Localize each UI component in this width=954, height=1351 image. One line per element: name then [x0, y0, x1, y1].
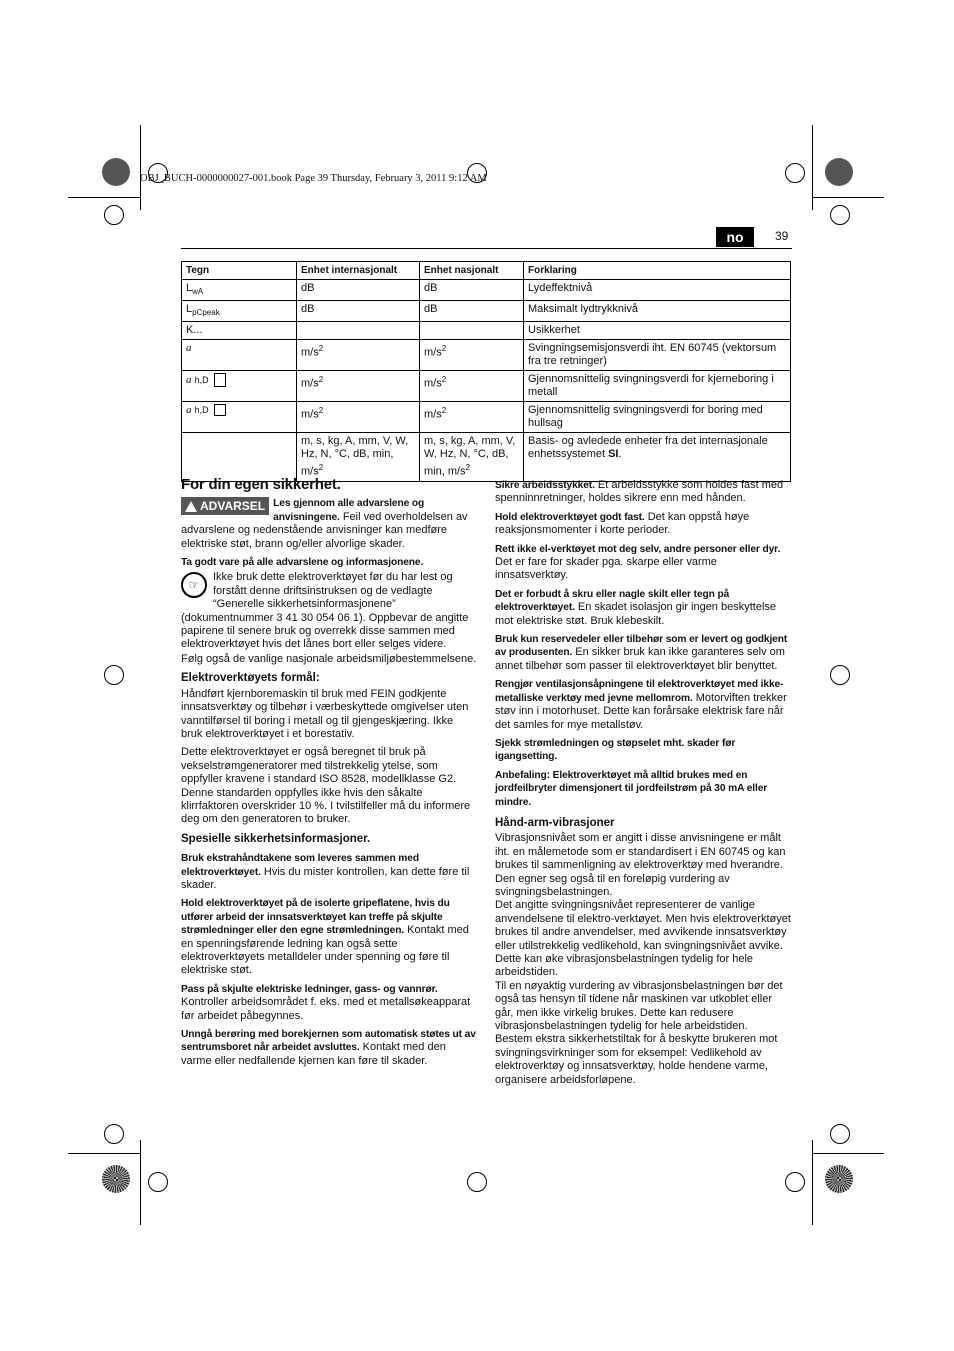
paragraph: Hold elektroverktøyet godt fast. Det kan oppstå høye reaksjonsmomenter i korte perioder. — [495, 510, 750, 537]
table-header: Enhet nasjonalt — [420, 262, 524, 280]
table-header: Enhet internasjonalt — [297, 262, 420, 280]
subheading: Hånd-arm-vibrasjoner — [495, 816, 615, 829]
crosshair-icon — [830, 1124, 850, 1144]
table-header-row — [182, 262, 791, 280]
keep-instructions: Ta godt vare på alle advarslene og informasjonene. — [181, 557, 424, 569]
paragraph: Vibrasjonsnivået som er angitt i disse anvisningene er målt iht. en målemetode som er standardisert i EN 60745 og kan brukes til sammenligning av elektroverktøy med hverandre. Den egner seg også til en foreløpig vurdering av svingningsbelastningen. — [495, 832, 786, 898]
crosshair-icon — [148, 1172, 168, 1192]
paragraph: Håndført kjernboremaskin til bruk med FEIN godkjente innsatsverktøy og tilbehør i værbeskyttede omgivelser uten vanntilførsel til boring i metall og til gjengeskjæring. Ikke bruk elektroverktøyet i et borestativ. — [181, 687, 469, 740]
table-header: Forklaring — [524, 262, 791, 280]
left-column — [181, 478, 477, 1073]
table-row: $L_{wA}$ dB dB Lydeffektnivå — [182, 280, 791, 301]
table-row: a h,D $m/s^2$ $m/s^2$ Gjennomsnittelig svingningsverdi for kjerneboring i metall — [182, 371, 791, 402]
registration-disc — [102, 158, 130, 186]
warning-paragraph: ADVARSEL Les gjennom alle advarslene og anvisningene. Feil ved overholdelsen av advarslene og nedenstående anvisninger kan medføre elektriske støt, brann og/eller alvorlige skader. — [181, 498, 468, 550]
paragraph: Sikre arbeidsstykket. Et arbeidsstykke som holdes fast med spenninnretninger, holdes sikrere enn med hånden. — [495, 479, 784, 505]
page-number: 39 — [775, 229, 789, 243]
crosshair-icon — [785, 163, 805, 183]
symbol-table — [181, 261, 791, 482]
table-row: a $m/s^2$ $m/s^2$ Svingningsemisjonsverdi iht. EN 60745 (vektorsum fra tre retninger) — [182, 340, 791, 371]
paragraph: Pass på skjulte elektriske ledninger, gass- og vannrør. Kontroller arbeidsområdet f. eks. med et metallsøkeapparat før arbeidet påbegynnes. — [181, 983, 471, 1022]
paragraph: Følg også de vanlige nasjonale arbeidsmiljøbestemmelsene. — [181, 652, 477, 665]
paragraph: Sjekk strømledningen og støpselet mht. skader før igangsetting. — [495, 737, 736, 763]
warning-badge: ADVARSEL — [181, 497, 269, 515]
table-row: K... Usikkerhet — [182, 322, 791, 340]
file-info-line: OBJ_BUCH-0000000027-001.book Page 39 Thursday, February 3, 2011 9:12 AM — [140, 173, 487, 184]
crosshair-icon — [104, 1124, 124, 1144]
paragraph: Rengjør ventilasjonsåpningene til elektroverktøyet med ikke-metalliske verktøy med jevne mellomrom. Motorviften trekker støv inn i motorhuset. Dette kan forårsake elektrisk fare når det samles for mye metallstøv. — [495, 679, 787, 731]
registration-disc — [825, 158, 853, 186]
core-drill-icon — [214, 373, 226, 387]
read-manual-paragraph: ☞ Ikke bruk dette elektroverktøyet før du har lest og forstått denne driftsinstruksen og de vedlagte “Generelle sikkerhetsinformasjonene” (dokumentnummer 3 41 30 054 06 1). Oppbevar de angitte papirene til senere bruk og overrekk disse sammen med elektroverktøyet hvis det lånes bort eller selges videre. — [181, 571, 469, 651]
subheading: Elektroverktøyets formål: — [181, 672, 320, 685]
paragraph: Bruk kun reservedeler eller tilbehør som er levert og godkjent av produsenten. En sikker bruk kan ikke garanteres selv om annet tilbehør som passer til elektroverktøyet blir benyttet. — [495, 634, 788, 672]
registration-disc — [102, 1165, 130, 1193]
table-row: m, s, kg, A, mm, V, W, Hz, N, °C, dB, min, $m/s^2$ m, s, kg, A, mm, V, W, Hz, N, °C, dB, min, $m/s^2$ Basis- og avledede enheter fra det internasjonale enhetssystemet SI. — [182, 433, 791, 482]
paragraph: Bestem ekstra sikkerhetstiltak for å beskytte brukeren mot svingningsvirkninger som for eksempel: Vedlikehold av elektroverktøy og innsatsverktøy, holde hendene varme, organisere arbeidsforløpene. — [495, 1033, 778, 1086]
subheading: Spesielle sikkerhetsinformasjoner. — [181, 832, 371, 845]
table-header: Tegn — [182, 262, 297, 280]
crosshair-icon — [467, 1172, 487, 1192]
paragraph: Det angitte svingningsnivået representerer de vanlige anvendelsene til elektro-verktøyet. Men hvis elektroverktøyet brukes til andre anvendelser, med avvikende innsatsverktøy eller utilstrekkelig vedlikehold, kan svingningsnivået avvike. Dette kan øke vibrasjonsbelastningen tydelig for hele arbeidstiden. — [495, 899, 791, 979]
table-row: a h,D $m/s^2$ $m/s^2$ Gjennomsnittelig svingningsverdi for boring med hullsag — [182, 402, 791, 433]
crosshair-icon — [785, 1172, 805, 1192]
paragraph: Bruk ekstrahåndtakene som leveres sammen med elektroverktøyet. Hvis du mister kontrollen, kan dette føre til skader. — [181, 853, 470, 891]
paragraph: Rett ikke el-verktøyet mot deg selv, andre personer eller dyr. Det er fare for skader pga. skarpe eller varme innsatsverktøy. — [495, 543, 781, 582]
crosshair-icon — [104, 205, 124, 225]
paragraph: Hold elektroverktøyet på de isolerte gripeflatene, hvis du utfører arbeid der innsatsverktøyet kan treffe på skjulte strømledninger eller den egne strømledningen. Kontakt med en spenningsførende ledning kan også sette elektroverktøyets metalldeler under spenning og føre til elektriske støt. — [181, 898, 469, 977]
read-manual-icon: ☞ — [181, 572, 207, 598]
paragraph: Til en nøyaktig vurdering av vibrasjonsbelastningen bør det også tas hensyn til tidene når maskinen var utkoblet eller går, men ikke virkelig brukes. Dette kan redusere vibrasjonsbelastningen tydelig for hele arbeidstiden. — [495, 979, 783, 1033]
paragraph: Det er forbudt å skru eller nagle skilt eller tegn på elektroverktøyet. En skadet isolasjon gir ingen beskyttelse mot elektriske støt. Bruk klebeskilt. — [495, 588, 777, 627]
paragraph: Anbefaling: Elektroverktøyet må alltid brukes med en jordfeilbryter dimensjonert til jordfeilstrøm på 30 mA eller mindre. — [495, 769, 768, 808]
paragraph: Unngå berøring med borekjernen som automatisk støtes ut av sentrumsboret når arbeidet avsluttes. Kontakt med den varme eller nedfallende kjernen kan føre til skader. — [181, 1029, 476, 1067]
section-title: For din egen sikkerhet. — [181, 476, 341, 493]
language-badge: no — [716, 227, 754, 247]
header-rule — [181, 248, 792, 249]
crosshair-icon — [830, 665, 850, 685]
paragraph: Dette elektroverktøyet er også beregnet til bruk på vekselstrømgeneratorer med tilstrekkelig ytelse, som oppfyller kravene i standard ISO 8528, modellklasse G2. Denne standarden oppfylles ikke hvis den såkalte klirrfaktoren overskrider 10 %. I tvilstilfeller må du informere deg om den generatoren to bruker. — [181, 746, 471, 826]
right-column — [495, 479, 791, 1092]
hole-saw-icon — [214, 404, 226, 416]
table-row: $L_{pCpeak}$ dB dB Maksimalt lydtrykknivå — [182, 301, 791, 322]
crosshair-icon — [104, 665, 124, 685]
crosshair-icon — [830, 205, 850, 225]
warning-icon — [185, 501, 197, 512]
registration-disc — [825, 1165, 853, 1193]
